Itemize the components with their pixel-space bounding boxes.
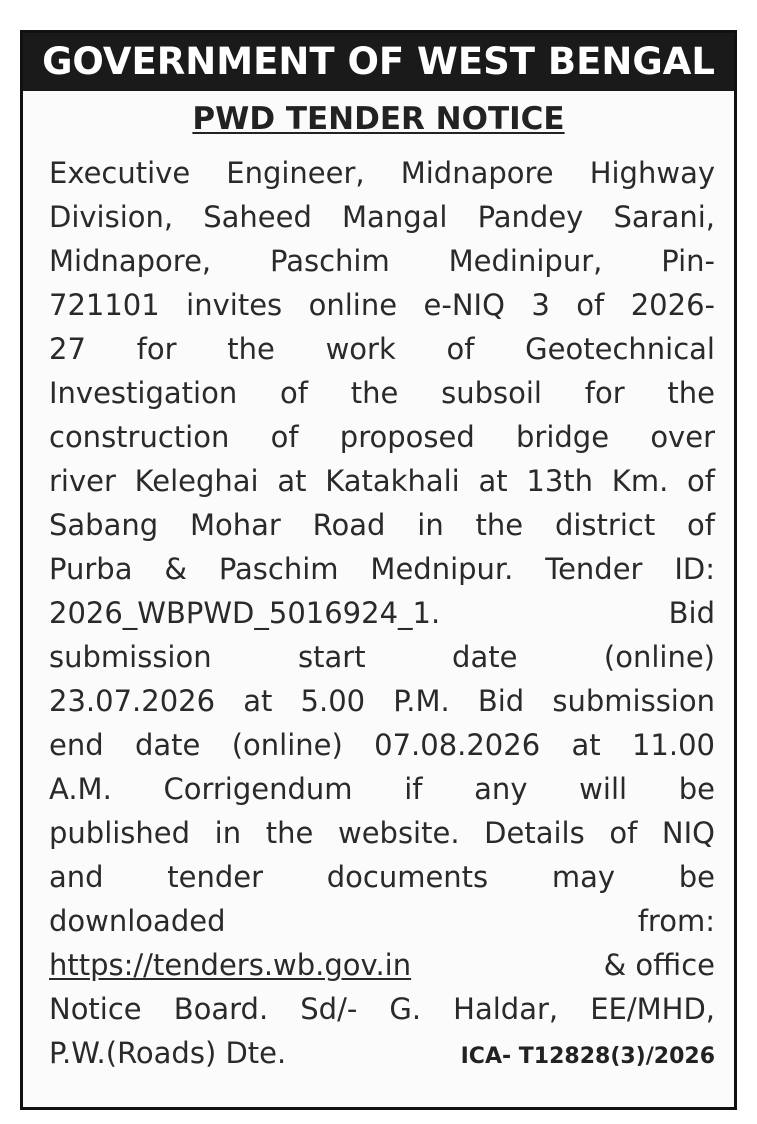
body-line: construction of proposed bridge over [49,420,715,454]
signature-row [49,1031,715,1075]
tender-notice [20,30,737,1110]
body-line: Notice Board. Sd/- G. Haldar, EE/MHD, [49,992,715,1026]
notice-body [49,151,715,1075]
body-line: Division, Saheed Mangal Pandey Sarani, [49,200,715,234]
body-line: river Keleghai at Katakhali at 13th Km. of [49,464,715,498]
body-line: 721101 invites online e-NIQ 3 of 2026- [49,288,715,322]
body-line: 27 for the work of Geotechnical [49,332,715,366]
notice-title [23,99,734,139]
page-title: GOVERNMENT OF WEST BENGAL [23,33,734,91]
body-line: published in the website. Details of NIQ [49,816,715,850]
body-line: and tender documents may be [49,860,715,894]
body-line: end date (online) 07.08.2026 at 11.00 [49,728,715,762]
body-line: Purba & Paschim Mednipur. Tender ID: [49,552,715,586]
body-line: 2026_WBPWD_5016924_1. Bid [49,596,715,630]
signature-line: P.W.(Roads) Dte. [49,1036,287,1070]
body-line: Executive Engineer, Midnapore Highway [49,156,715,190]
body-line: A.M. Corrigendum if any will be [49,772,715,806]
body-line: Midnapore, Paschim Medinipur, Pin- [49,244,715,278]
tender-website-link[interactable]: https://tenders.wb.gov.in [49,948,412,982]
body-line: downloaded from: [49,904,715,938]
reference-number: ICA- T12828(3)/2026 [460,1044,715,1069]
body-line: 23.07.2026 at 5.00 P.M. Bid submission [49,684,715,718]
body-line: Investigation of the subsoil for the [49,376,715,410]
notice-title-text: PWD TENDER NOTICE [192,101,565,137]
url-suffix: & office [603,948,715,982]
body-line: submission start date (online) [49,640,715,674]
url-line [49,943,715,987]
body-line: Sabang Mohar Road in the district of [49,508,715,542]
